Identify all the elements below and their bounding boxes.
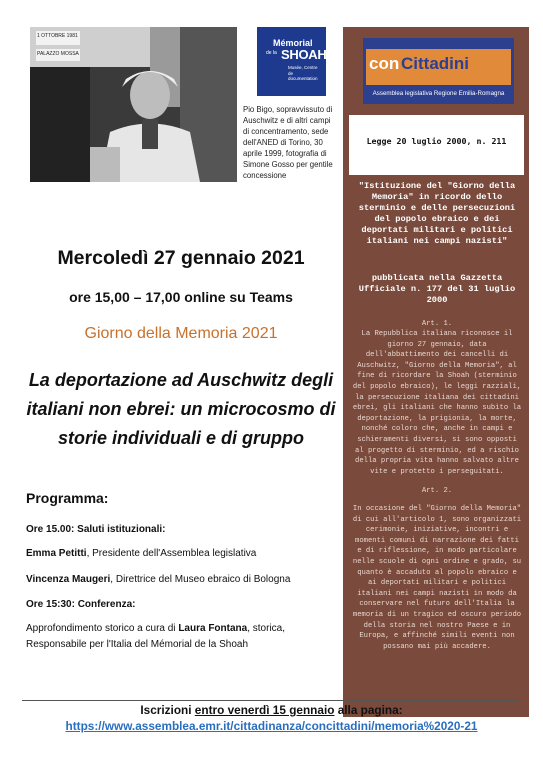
programma-item-saluti — [26, 522, 341, 538]
photo-caption: Pio Bigo, sopravvissuto di Auschwitz e di altri campi di concentramento, sede dell'ANED di Torino, 30 aprile 1999, fotografia di Simone Gosso per gentile concessione — [243, 105, 333, 180]
memorial-shoah-logo — [257, 27, 326, 96]
logo-memorial-text: Mémorial — [273, 38, 313, 48]
logo-shoah-text: SHOAH — [281, 47, 327, 62]
registration-link[interactable]: https://www.assemblea.emr.it/cittadinanza/concittadini/memoria%2020-21 — [65, 719, 478, 733]
programma-item-conferenza — [26, 597, 341, 613]
concittadini-logo — [363, 38, 514, 104]
portrait-photo — [30, 27, 237, 182]
logo-musee-text: Musée, Centre de documentation — [288, 65, 318, 81]
speaker-fontana-name: Laura Fontana — [178, 623, 248, 634]
law-gazzetta: pubblicata nella Gazzetta Ufficiale n. 177 del 31 luglio 2000 — [358, 273, 516, 305]
speaker-maugeri-name: Vincenza Maugeri — [26, 574, 111, 585]
programma-conferenza-text: Ore 15:30: Conferenza: — [26, 599, 136, 610]
programma-heading: Programma: — [26, 490, 109, 506]
event-date: Mercoledì 27 gennaio 2021 — [57, 247, 305, 269]
law-reference: Legge 20 luglio 2000, n. 211 — [366, 136, 507, 146]
event-name: Giorno della Memoria 2021 — [84, 325, 278, 342]
footer-divider — [22, 700, 520, 701]
speaker-petitti-name: Emma Petitti — [26, 548, 87, 559]
concittadini-cittadini-text: Cittadini — [401, 54, 469, 73]
programma-item-fontana-role: Responsabile per l'Italia del Mémorial de la Shoah — [26, 639, 249, 650]
speaker-petitti-role: , Presidente dell'Assemblea legislativa — [86, 548, 257, 559]
photo-sign-top: 1 OTTOBRE 1981 — [37, 33, 78, 39]
photo-sign-bottom: PALAZZO MOSSA — [37, 51, 79, 57]
programma-item-fontana — [26, 621, 341, 637]
article-2-body: In occasione del "Giorno della Memoria" di cui all'articolo 1, sono organizzati cerimonie, iniziative, incontri e momenti comuni di narrazione dei fatti e di riflessione, in modo particolare nelle scuole di ogni ordine e grado, su quanto è accaduto al popolo ebraico e ai deportati militari e politici italiani nei campi nazisti in modo da conservare nel futuro dell'Italia la memoria di un tragico ed oscuro periodo della storia nel nostro Paese e in Europa, e affinché simili eventi non possano mai più accadere. — [352, 505, 522, 651]
article-1-body: La Repubblica italiana riconosce il giorno 27 gennaio, data dell'abbattimento dei cancelli di Auschwitz, "Giorno della Memoria", al fine di ricordare la Shoah (sterminio del popolo ebraico), le leggi razziali, la persecuzione italiana dei cittadini ebrei, gli italiani che hanno subìto la deportazione, la prigionia, la morte, nonché coloro che, anche in campi e schieramenti diversi, si sono opposti al progetto di sterminio, ed a rischio della propria vita hanno salvato altre vite e protetto i perseguitati. — [352, 330, 522, 476]
programma-item-maugeri — [26, 572, 341, 588]
event-subtitle: La deportazione ad Auschwitz degli italiani non ebrei: un microcosmo di storie individuali e di gruppo — [26, 370, 336, 448]
fontana-post: , storica, — [247, 623, 286, 634]
article-2-heading: Art. 2. — [421, 487, 453, 495]
event-time: ore 15,00 – 17,00 online su Teams — [69, 289, 293, 305]
fontana-pre: Approfondimento storico a cura di — [26, 623, 179, 634]
registration-line — [0, 703, 543, 717]
programma-saluti-text: Ore 15.00: Saluti istituzionali: — [26, 524, 166, 535]
article-1-heading: Art. 1. — [421, 320, 453, 328]
registration-pre: Iscrizioni — [140, 703, 195, 717]
concittadini-con-text: con — [369, 54, 400, 73]
logo-dela-text: de la — [266, 50, 277, 56]
concittadini-subtitle: Assemblea legislativa Regione Emilia-Romagna — [372, 90, 505, 97]
law-title: "Istituzione del "Giorno della Memoria" in ricordo dello sterminio e delle persecuzioni del popolo ebraico e dei deportati militari e politici italiani nei campi nazisti" — [358, 181, 516, 246]
speaker-maugeri-role: , Direttrice del Museo ebraico di Bologna — [110, 574, 291, 585]
registration-post: alla pagina: — [334, 703, 403, 717]
registration-deadline: entro venerdì 15 gennaio — [194, 703, 335, 717]
programma-item-petitti — [26, 546, 341, 562]
